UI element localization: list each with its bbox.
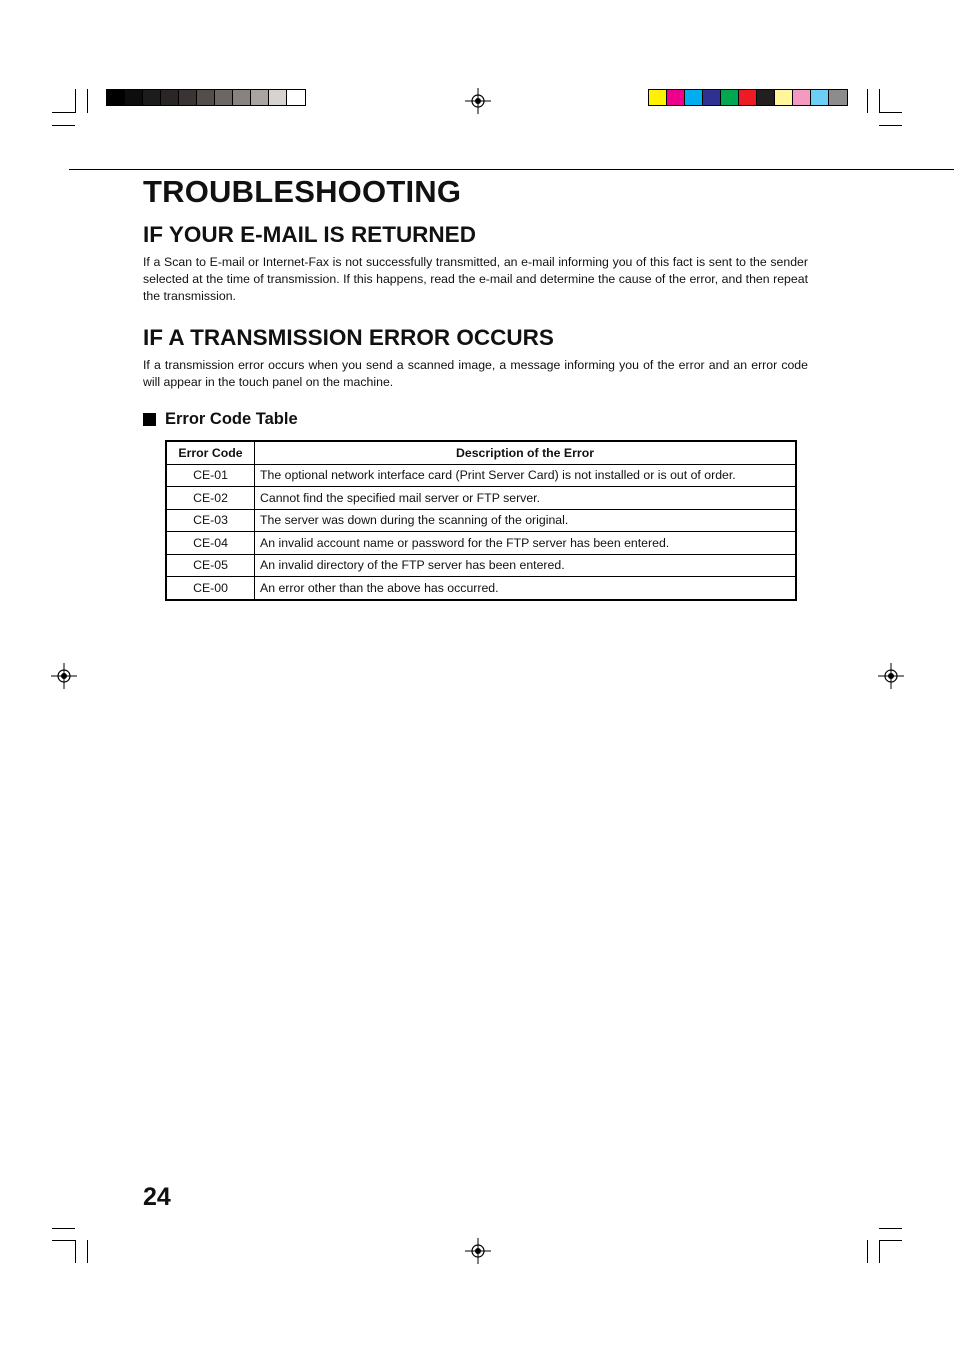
color-swatch <box>107 90 125 105</box>
color-swatch <box>251 90 269 105</box>
crop-mark <box>867 1240 868 1263</box>
color-swatch <box>811 90 829 105</box>
column-header-error-code: Error Code <box>166 441 255 464</box>
color-swatch <box>793 90 811 105</box>
crop-mark <box>52 125 75 126</box>
error-code-table <box>165 440 797 601</box>
crop-mark <box>87 1240 88 1263</box>
registration-mark-icon <box>465 88 491 114</box>
color-swatch <box>125 90 143 105</box>
color-swatch <box>667 90 685 105</box>
section-heading-email-returned: IF YOUR E-MAIL IS RETURNED <box>143 222 476 247</box>
crop-mark <box>879 1228 902 1229</box>
error-code-cell: CE-04 <box>166 532 255 555</box>
color-swatch <box>775 90 793 105</box>
color-swatch <box>143 90 161 105</box>
crop-mark <box>87 89 88 113</box>
error-description-cell: Cannot find the specified mail server or FTP server. <box>255 487 797 510</box>
registration-mark-icon <box>465 1238 491 1264</box>
table-row <box>166 464 796 487</box>
color-swatch <box>215 90 233 105</box>
table-row <box>166 577 796 600</box>
crop-mark <box>52 1240 75 1241</box>
color-swatch <box>829 90 847 105</box>
page-title: TROUBLESHOOTING <box>143 174 462 209</box>
color-swatch <box>739 90 757 105</box>
page-number: 24 <box>143 1183 171 1211</box>
color-swatch <box>287 90 305 105</box>
crop-mark <box>879 89 880 113</box>
crop-mark <box>52 1228 75 1229</box>
color-swatch <box>269 90 287 105</box>
section-body-transmission-error: If a transmission error occurs when you send a scanned image, a message informing you of the error and an error code will appear in the touch panel on the machine. <box>143 358 808 389</box>
table-row <box>166 487 796 510</box>
color-swatch <box>685 90 703 105</box>
table-row <box>166 554 796 577</box>
registration-mark-icon <box>51 663 77 689</box>
square-bullet-icon <box>143 413 156 426</box>
color-swatch <box>649 90 667 105</box>
color-swatch <box>161 90 179 105</box>
color-swatch <box>757 90 775 105</box>
table-row <box>166 509 796 532</box>
crop-mark <box>879 1240 880 1263</box>
table-heading <box>143 410 298 429</box>
column-header-description: Description of the Error <box>255 441 797 464</box>
error-code-cell: CE-01 <box>166 464 255 487</box>
table-row <box>166 532 796 555</box>
table-header-row <box>166 441 796 464</box>
error-description-cell: An invalid directory of the FTP server has been entered. <box>255 554 797 577</box>
process-color-bar <box>648 89 848 106</box>
error-description-cell: An invalid account name or password for the FTP server has been entered. <box>255 532 797 555</box>
color-swatch <box>233 90 251 105</box>
header-rule <box>69 169 954 170</box>
error-code-cell: CE-02 <box>166 487 255 510</box>
grayscale-color-bar <box>106 89 306 106</box>
error-code-cell: CE-00 <box>166 577 255 600</box>
crop-mark <box>75 89 76 113</box>
error-code-cell: CE-03 <box>166 509 255 532</box>
error-description-cell: An error other than the above has occurred. <box>255 577 797 600</box>
crop-mark <box>75 1240 76 1263</box>
section-heading-transmission-error: IF A TRANSMISSION ERROR OCCURS <box>143 325 554 350</box>
crop-mark <box>52 112 75 113</box>
crop-mark <box>879 1240 902 1241</box>
crop-mark <box>879 112 902 113</box>
color-swatch <box>703 90 721 105</box>
section-body-email-returned: If a Scan to E-mail or Internet-Fax is not successfully transmitted, an e-mail informing you of this fact is sent to the sender selected at the time of transmission. If this happens, read the e-mail and determine the cause of the error, and then repeat the transmission. <box>143 255 808 303</box>
color-swatch <box>721 90 739 105</box>
error-description-cell: The server was down during the scanning of the original. <box>255 509 797 532</box>
error-code-cell: CE-05 <box>166 554 255 577</box>
crop-mark <box>879 125 902 126</box>
color-swatch <box>179 90 197 105</box>
error-description-cell: The optional network interface card (Print Server Card) is not installed or is out of order. <box>255 464 797 487</box>
registration-mark-icon <box>878 663 904 689</box>
color-swatch <box>197 90 215 105</box>
crop-mark <box>867 89 868 113</box>
table-heading-label: Error Code Table <box>165 410 298 428</box>
